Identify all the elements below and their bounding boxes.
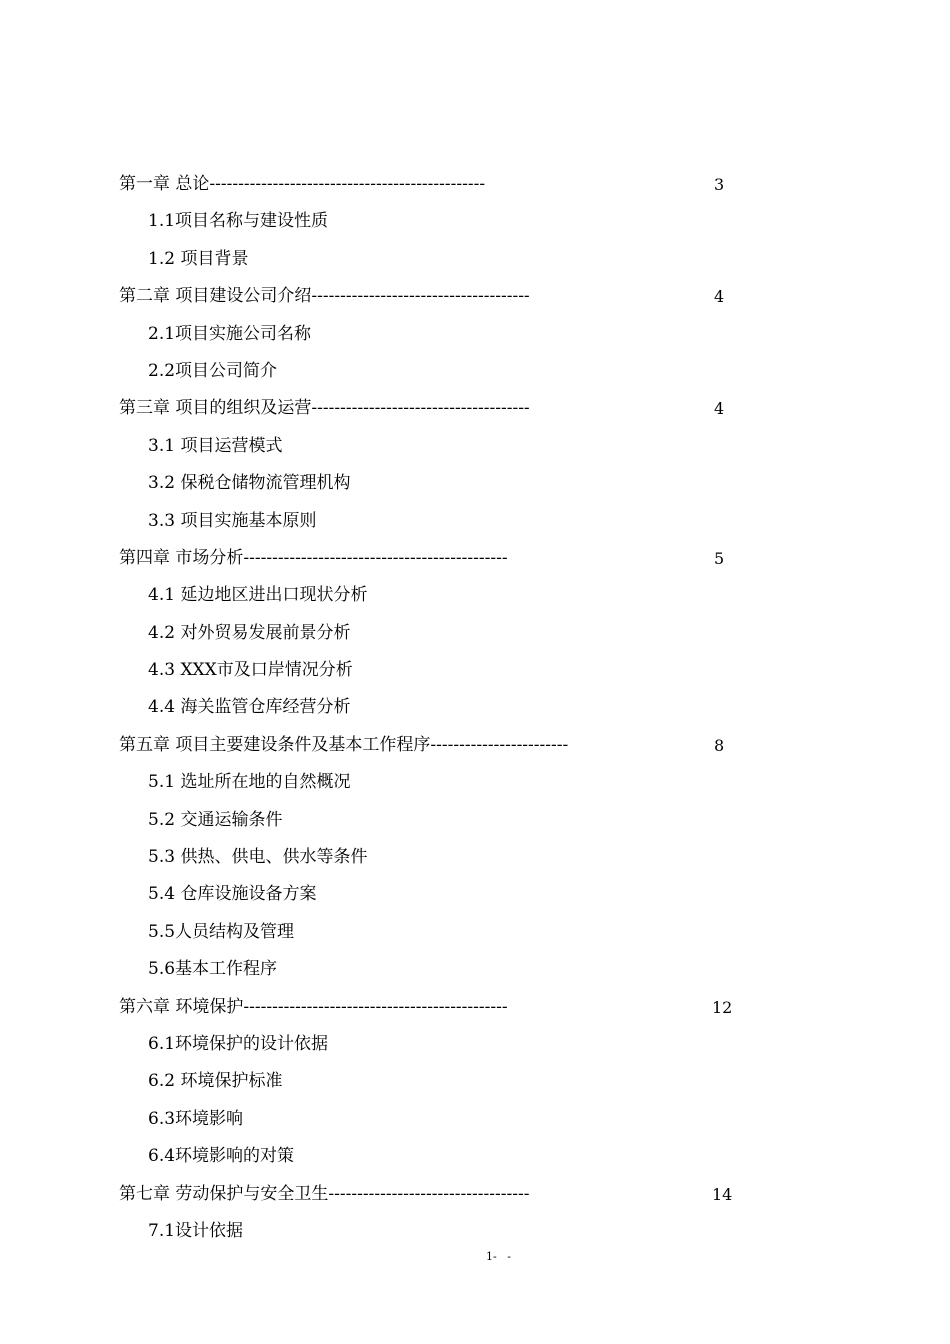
toc-chapter-entry[interactable] [0,166,950,203]
toc-section-entry[interactable] [0,802,950,839]
toc-chapter-title: 第一章 总论------------------------------------------------ [119,174,486,194]
toc-chapter-entry[interactable] [0,989,950,1026]
toc-section-title: 1.1项目名称与建设性质 [148,211,329,232]
toc-chapter-title: 第三章 项目的组织及运营-------------------------------------- [119,398,530,419]
toc-section-entry[interactable] [0,1063,950,1100]
toc-section-entry[interactable] [0,839,950,876]
table-of-contents [0,166,950,1250]
toc-chapter-entry[interactable] [0,727,950,764]
toc-section-title: 3.2 保税仓储物流管理机构 [148,473,351,494]
toc-section-entry[interactable] [0,316,950,353]
toc-section-title: 5.1 选址所在地的自然概况 [148,772,351,793]
toc-section-entry[interactable] [0,465,950,502]
toc-section-title: 6.2 环境保护标准 [148,1071,283,1092]
toc-section-title: 5.3 供热、供电、供水等条件 [148,847,368,868]
toc-chapter-entry[interactable] [0,1176,950,1213]
toc-section-entry[interactable] [0,689,950,726]
toc-chapter-entry[interactable] [0,278,950,315]
toc-section-title: 5.5人员结构及管理 [148,921,295,942]
toc-section-entry[interactable] [0,876,950,913]
toc-section-title: 5.4 仓库设施设备方案 [148,884,317,905]
toc-section-title: 1.2 项目背景 [148,248,249,269]
toc-page-number: 5 [714,548,725,568]
toc-chapter-title: 第六章 环境保护---------------------------------------------- [119,996,508,1017]
toc-chapter-entry[interactable] [0,540,950,577]
toc-chapter-title: 第二章 项目建设公司介绍-------------------------------------- [119,286,530,307]
toc-section-entry[interactable] [0,764,950,801]
toc-page-number: 3 [714,175,725,194]
toc-section-entry[interactable] [0,503,950,540]
toc-section-entry[interactable] [0,615,950,652]
toc-chapter-title: 第五章 项目主要建设条件及基本工作程序------------------------ [119,734,569,755]
toc-section-title: 3.1 项目运营模式 [148,435,283,456]
toc-section-title: 6.4环境影响的对策 [148,1146,295,1167]
toc-section-title: 3.3 项目实施基本原则 [148,510,317,531]
toc-page-number: 12 [712,997,733,1017]
toc-chapter-entry[interactable] [0,390,950,427]
toc-page-number: 14 [712,1184,733,1204]
toc-section-title: 4.1 延边地区进出口现状分析 [148,585,368,606]
toc-section-entry[interactable] [0,428,950,465]
toc-section-entry[interactable] [0,353,950,390]
toc-section-entry[interactable] [0,951,950,988]
toc-section-title: 2.1项目实施公司名称 [148,323,312,344]
toc-section-entry[interactable] [0,241,950,278]
toc-section-title: 6.3环境影响 [148,1108,244,1129]
toc-section-entry[interactable] [0,1026,950,1063]
toc-section-entry[interactable] [0,1213,950,1250]
toc-section-title: 6.1环境保护的设计依据 [148,1033,329,1054]
toc-chapter-title: 第七章 劳动保护与安全卫生----------------------------------- [119,1183,530,1204]
toc-page-number: 8 [714,735,725,755]
toc-section-entry[interactable] [0,914,950,951]
page-footer: 1- - [486,1250,511,1263]
toc-section-entry[interactable] [0,1101,950,1138]
toc-section-title: 4.2 对外贸易发展前景分析 [148,622,351,643]
toc-page-number: 4 [714,399,725,419]
toc-section-title: 5.6基本工作程序 [148,959,278,980]
toc-section-title: 7.1设计依据 [148,1220,244,1241]
toc-section-title: 4.4 海关监管仓库经营分析 [148,697,351,718]
toc-section-entry[interactable] [0,652,950,689]
toc-section-title: 4.3 XXX市及口岸情况分析 [148,660,353,681]
toc-section-title: 2.2项目公司简介 [148,360,278,381]
toc-section-entry[interactable] [0,1138,950,1175]
toc-chapter-title: 第四章 市场分析---------------------------------------------- [119,547,508,568]
toc-section-title: 5.2 交通运输条件 [148,809,283,830]
toc-section-entry[interactable] [0,203,950,240]
toc-section-entry[interactable] [0,577,950,614]
toc-page-number: 4 [714,287,725,307]
